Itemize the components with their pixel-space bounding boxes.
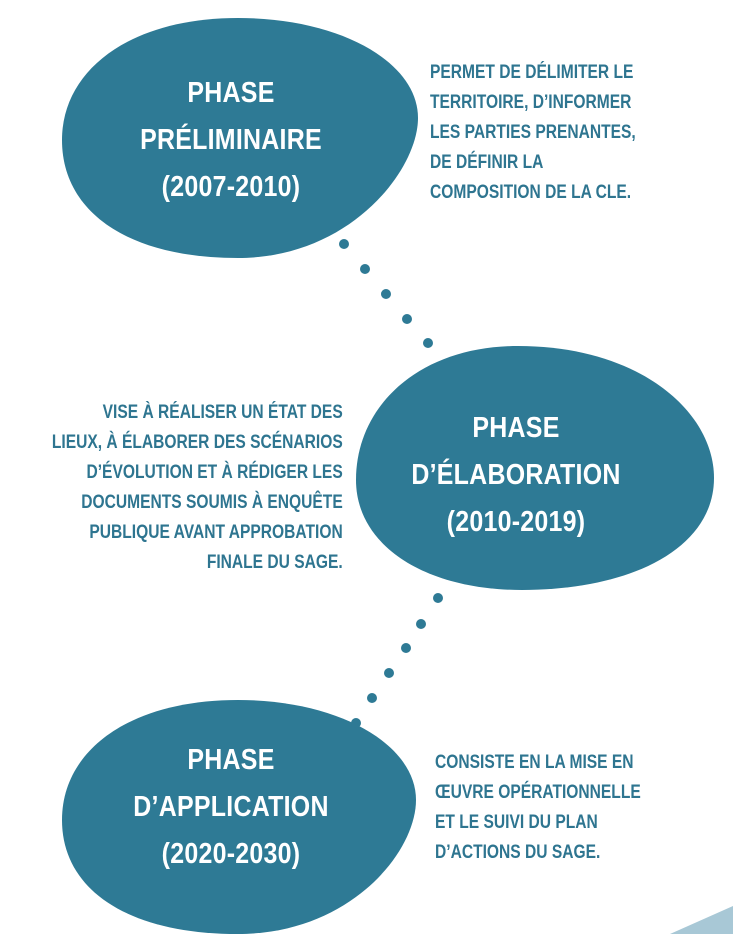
connector-dots-1 — [339, 239, 433, 348]
description-line: D’ACTIONS DU SAGE. — [435, 842, 601, 863]
phase-application-title — [118, 737, 343, 878]
connector-dot — [351, 718, 361, 728]
phase-title-line1: PHASE — [472, 412, 560, 444]
phase-period: (2007-2010) — [161, 171, 301, 203]
connector-dot — [339, 239, 349, 249]
description-line: PUBLIQUE AVANT APPROBATION — [89, 522, 344, 543]
description-line: D’ÉVOLUTION ET À RÉDIGER LES — [86, 462, 343, 483]
description-line: LIEUX, À ÉLABORER DES SCÉNARIOS — [52, 432, 343, 453]
connector-dot — [384, 668, 394, 678]
phase-preliminaire-title — [118, 70, 343, 211]
phase-title-line1: PHASE — [187, 744, 275, 776]
connector-dot — [402, 314, 412, 324]
phase-title-line2: PRÉLIMINAIRE — [140, 124, 322, 156]
phase-application-description — [435, 748, 641, 868]
description-line: TERRITOIRE, D’INFORMER — [430, 92, 632, 113]
connector-dot — [401, 643, 411, 653]
description-line: DE DÉFINIR LA — [430, 152, 544, 173]
phase-period: (2020-2030) — [161, 838, 301, 870]
description-line: LES PARTIES PRENANTES, — [430, 122, 636, 143]
connector-dot — [423, 338, 433, 348]
description-line: ŒUVRE OPÉRATIONNELLE — [435, 782, 641, 803]
description-line: ET LE SUIVI DU PLAN — [435, 812, 598, 833]
description-line: PERMET DE DÉLIMITER LE — [430, 62, 634, 83]
phase-elaboration-title — [399, 405, 633, 546]
description-line: FINALE DU SAGE. — [207, 552, 343, 573]
connector-dot — [416, 619, 426, 629]
description-line: COMPOSITION DE LA CLE. — [430, 182, 632, 203]
phase-title-line2: D’ÉLABORATION — [411, 459, 621, 491]
phase-elaboration-description — [52, 398, 343, 578]
description-line: DOCUMENTS SOUMIS À ENQUÊTE — [81, 492, 344, 513]
connector-dot — [381, 289, 391, 299]
description-line: CONSISTE EN LA MISE EN — [435, 752, 634, 773]
connector-dot — [360, 264, 370, 274]
connector-dots-2 — [351, 593, 443, 728]
corner-accent-shape — [670, 906, 733, 934]
connector-dot — [433, 593, 443, 603]
phase-period: (2010-2019) — [446, 506, 586, 538]
description-line: VISE À RÉALISER UN ÉTAT DES — [102, 402, 343, 423]
connector-dot — [367, 693, 377, 703]
phase-preliminaire-description — [430, 58, 636, 208]
phase-title-line1: PHASE — [187, 77, 275, 109]
phase-title-line2: D’APPLICATION — [133, 791, 329, 823]
